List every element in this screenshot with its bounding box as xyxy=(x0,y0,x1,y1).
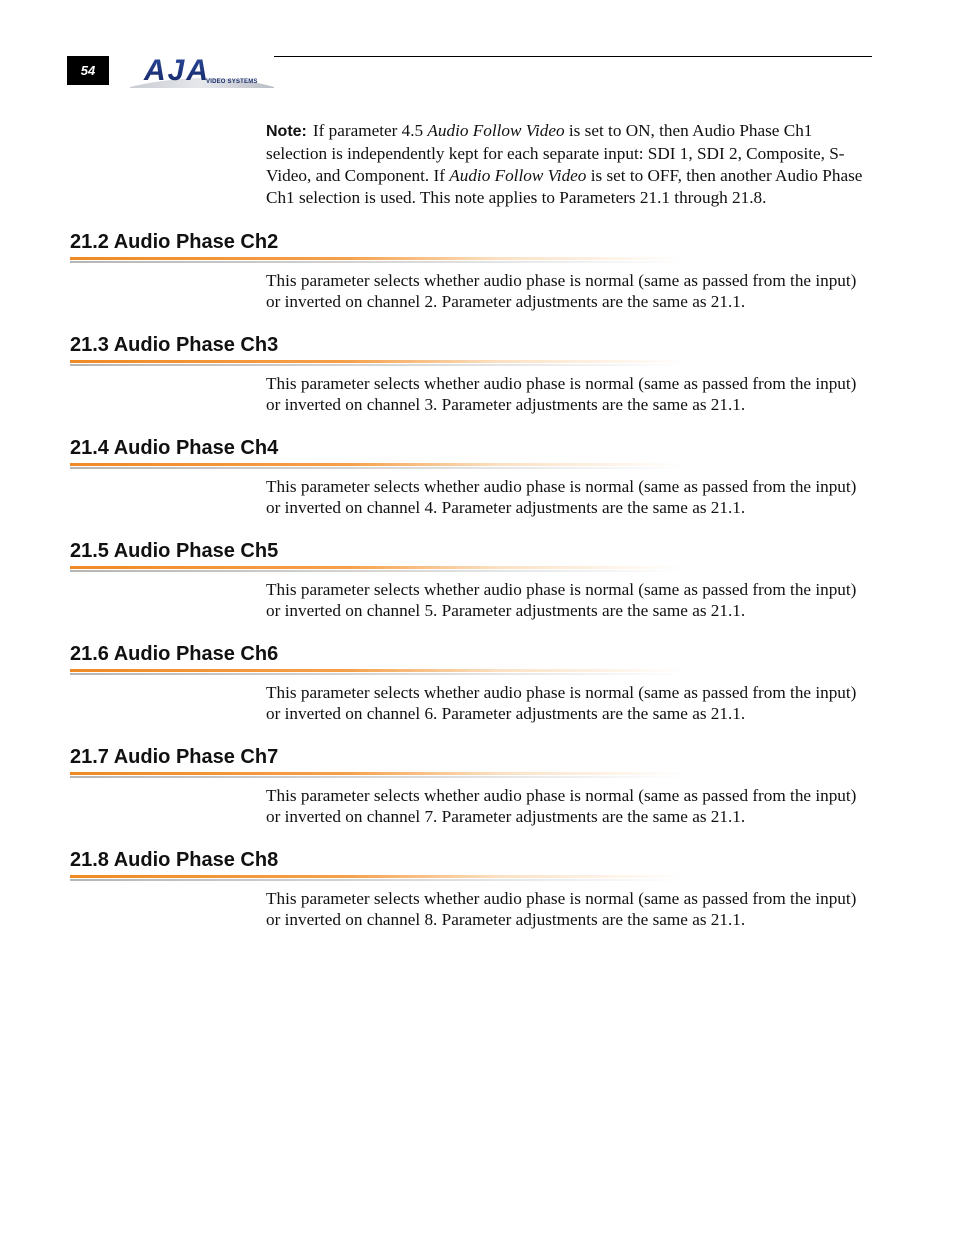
section-heading: 21.3 Audio Phase Ch3 xyxy=(70,334,279,356)
section-body: This parameter selects whether audio phase is normal (same as passed from the input) or inverted on channel 3. Parameter adjustments are the same as 21.1. xyxy=(266,374,857,414)
section-audio-phase-ch3 xyxy=(70,333,870,433)
note-text: If parameter 4.5 xyxy=(312,121,428,140)
note-text: is set to ON, then Audio Phase Ch1 selection is independently kept for each separate input: SDI 1, SDI 2, Composite, S-Video, and Component. If xyxy=(266,121,845,185)
section-body: This parameter selects whether audio phase is normal (same as passed from the input) or inverted on channel 5. Parameter adjustments are the same as 21.1. xyxy=(266,580,857,620)
heading-rule xyxy=(70,360,685,367)
heading-rule xyxy=(70,257,685,264)
svg-text:AJA: AJA xyxy=(144,54,211,87)
section-heading: 21.2 Audio Phase Ch2 xyxy=(70,231,279,253)
section-heading: 21.8 Audio Phase Ch8 xyxy=(70,849,279,871)
heading-rule xyxy=(70,566,685,573)
note-italic-term: Audio Follow Video xyxy=(449,166,587,185)
section-body: This parameter selects whether audio phase is normal (same as passed from the input) or inverted on channel 4. Parameter adjustments are the same as 21.1. xyxy=(266,477,857,517)
note-italic-term: Audio Follow Video xyxy=(427,121,565,140)
section-body: This parameter selects whether audio phase is normal (same as passed from the input) or inverted on channel 7. Parameter adjustments are the same as 21.1. xyxy=(266,786,857,826)
logo-subtext: VIDEO SYSTEMS xyxy=(206,79,258,85)
section-audio-phase-ch2 xyxy=(70,230,870,330)
note-text: is set to OFF, then another Audio Phase Ch1 selection is used. This note applies to Parameters 21.1 through 21.8. xyxy=(266,166,863,207)
note-label: Note: xyxy=(266,123,307,140)
section-body: This parameter selects whether audio phase is normal (same as passed from the input) or inverted on channel 6. Parameter adjustments are the same as 21.1. xyxy=(266,683,857,723)
section-audio-phase-ch5 xyxy=(70,539,870,639)
heading-rule xyxy=(70,772,685,779)
header-rule xyxy=(274,56,872,57)
section-audio-phase-ch8 xyxy=(70,848,870,948)
note-paragraph xyxy=(266,120,876,209)
section-heading: 21.4 Audio Phase Ch4 xyxy=(70,437,279,459)
section-heading: 21.7 Audio Phase Ch7 xyxy=(70,746,279,768)
page-number: 54 xyxy=(67,56,109,85)
heading-rule xyxy=(70,463,685,470)
heading-rule xyxy=(70,669,685,676)
section-heading: 21.6 Audio Phase Ch6 xyxy=(70,643,279,665)
heading-rule xyxy=(70,875,685,882)
section-audio-phase-ch4 xyxy=(70,436,870,536)
section-body: This parameter selects whether audio phase is normal (same as passed from the input) or inverted on channel 8. Parameter adjustments are the same as 21.1. xyxy=(266,889,857,929)
section-audio-phase-ch6 xyxy=(70,642,870,742)
section-audio-phase-ch7 xyxy=(70,745,870,845)
section-body: This parameter selects whether audio phase is normal (same as passed from the input) or inverted on channel 2. Parameter adjustments are the same as 21.1. xyxy=(266,271,857,311)
section-heading: 21.5 Audio Phase Ch5 xyxy=(70,540,279,562)
